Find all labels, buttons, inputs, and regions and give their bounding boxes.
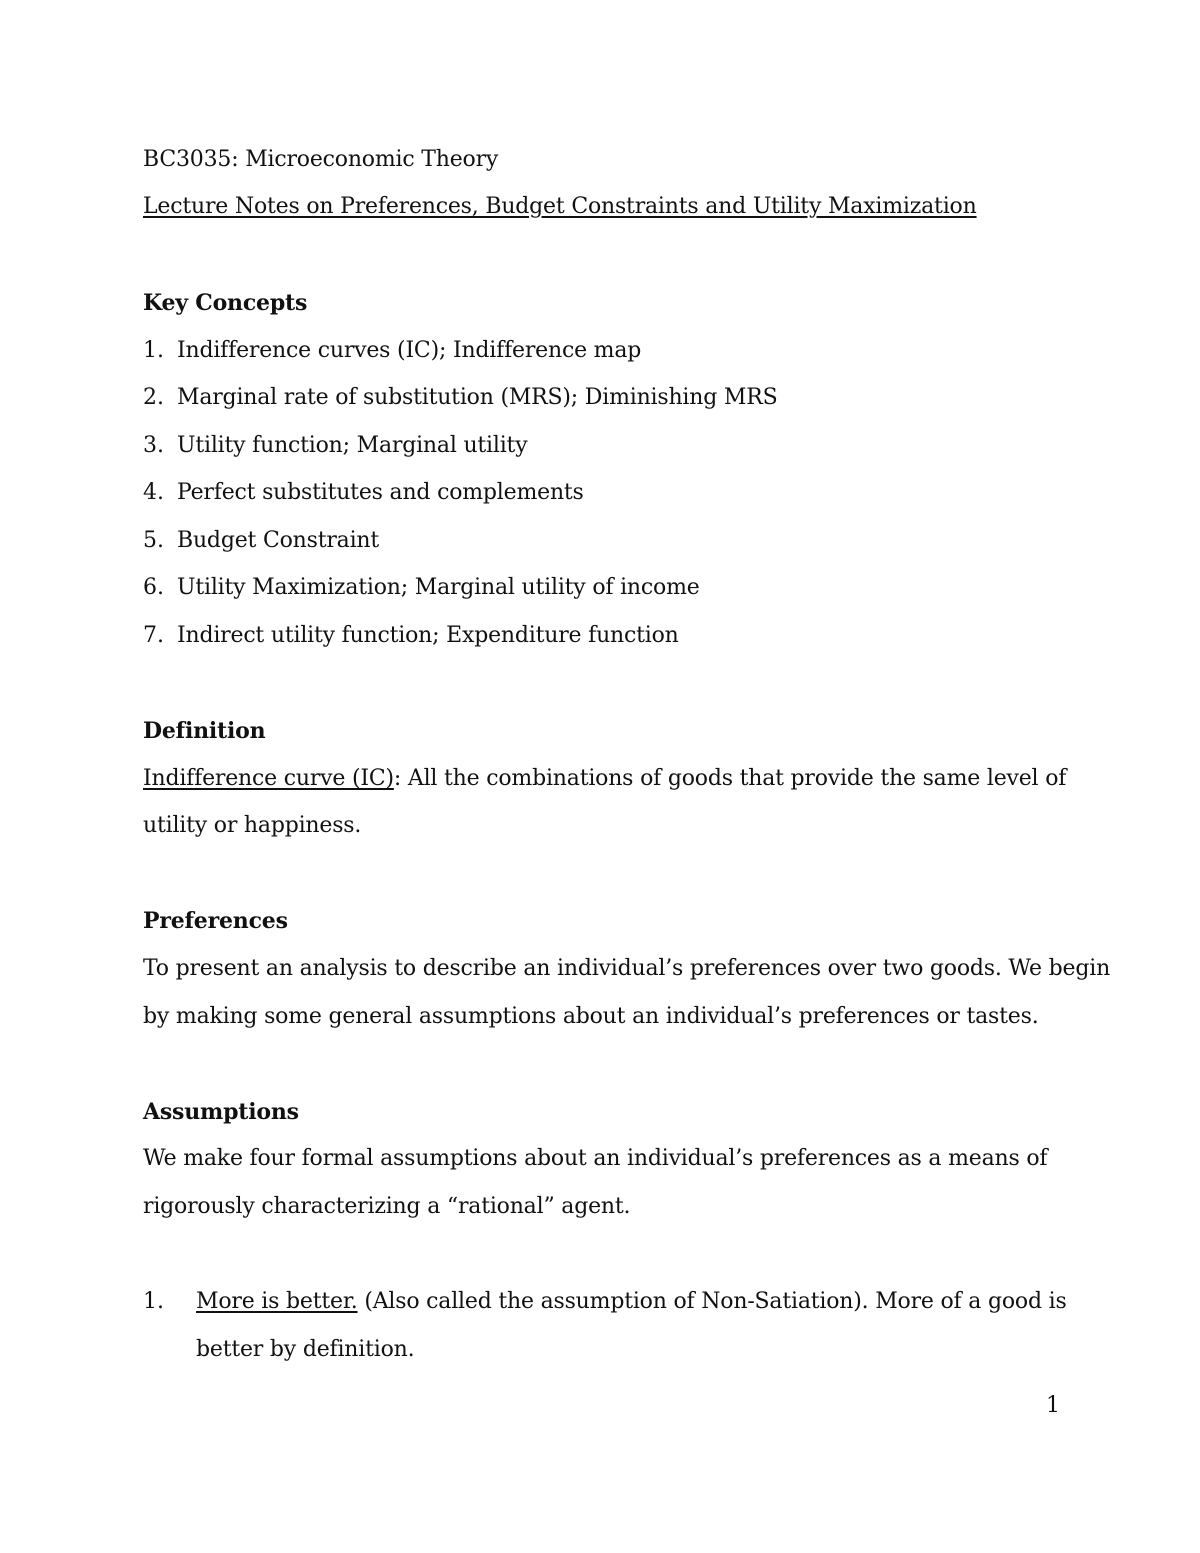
list-number: 7. — [143, 623, 164, 648]
definition-text: All the combinations of goods that provide the same level of — [401, 766, 1067, 791]
preferences-line-2: by making some general assumptions about an individual’s preferences or tastes. — [143, 1004, 1039, 1029]
definition-heading: Definition — [143, 718, 266, 744]
list-item: Perfect substitutes and complements — [177, 480, 584, 505]
list-item: Utility function; Marginal utility — [177, 433, 528, 458]
assumption-item-1-line-2: better by definition. — [196, 1337, 415, 1362]
lecture-subtitle: Lecture Notes on Preferences, Budget Constraints and Utility Maximization — [143, 194, 977, 219]
assumptions-heading: Assumptions — [143, 1099, 299, 1125]
list-number: 2. — [143, 385, 164, 410]
list-item: Marginal rate of substitution (MRS); Diminishing MRS — [177, 385, 778, 410]
definition-term: Indifference curve (IC) — [143, 766, 394, 791]
list-item: Budget Constraint — [177, 528, 380, 553]
assumption-text: (Also called the assumption of Non-Satiation). More of a good is — [357, 1289, 1067, 1314]
page-number: 1 — [1046, 1393, 1060, 1418]
list-number: 4. — [143, 480, 164, 505]
definition-line-2: utility or happiness. — [143, 813, 362, 838]
definition-line-1 — [143, 764, 1066, 794]
list-item: Indifference curves (IC); Indifference map — [177, 338, 642, 363]
list-number: 5. — [143, 528, 164, 553]
list-number: 6. — [143, 575, 164, 600]
course-title: BC3035: Microeconomic Theory — [143, 147, 499, 172]
assumptions-line-1: We make four formal assumptions about an individual’s preferences as a means of — [143, 1146, 1048, 1171]
assumptions-line-2: rigorously characterizing a “rational” agent. — [143, 1194, 631, 1219]
preferences-heading: Preferences — [143, 908, 288, 934]
key-concepts-heading: Key Concepts — [143, 290, 308, 316]
assumption-title: More is better. — [196, 1289, 358, 1314]
assumption-item-1 — [196, 1287, 1067, 1317]
list-item: Indirect utility function; Expenditure function — [177, 623, 679, 648]
definition-colon: : — [393, 766, 402, 791]
list-number: 1. — [143, 338, 164, 363]
preferences-line-1: To present an analysis to describe an individual’s preferences over two goods. We begin — [143, 956, 1111, 981]
list-number: 3. — [143, 433, 164, 458]
assumption-number: 1. — [143, 1289, 164, 1314]
list-item: Utility Maximization; Marginal utility of income — [177, 575, 700, 600]
